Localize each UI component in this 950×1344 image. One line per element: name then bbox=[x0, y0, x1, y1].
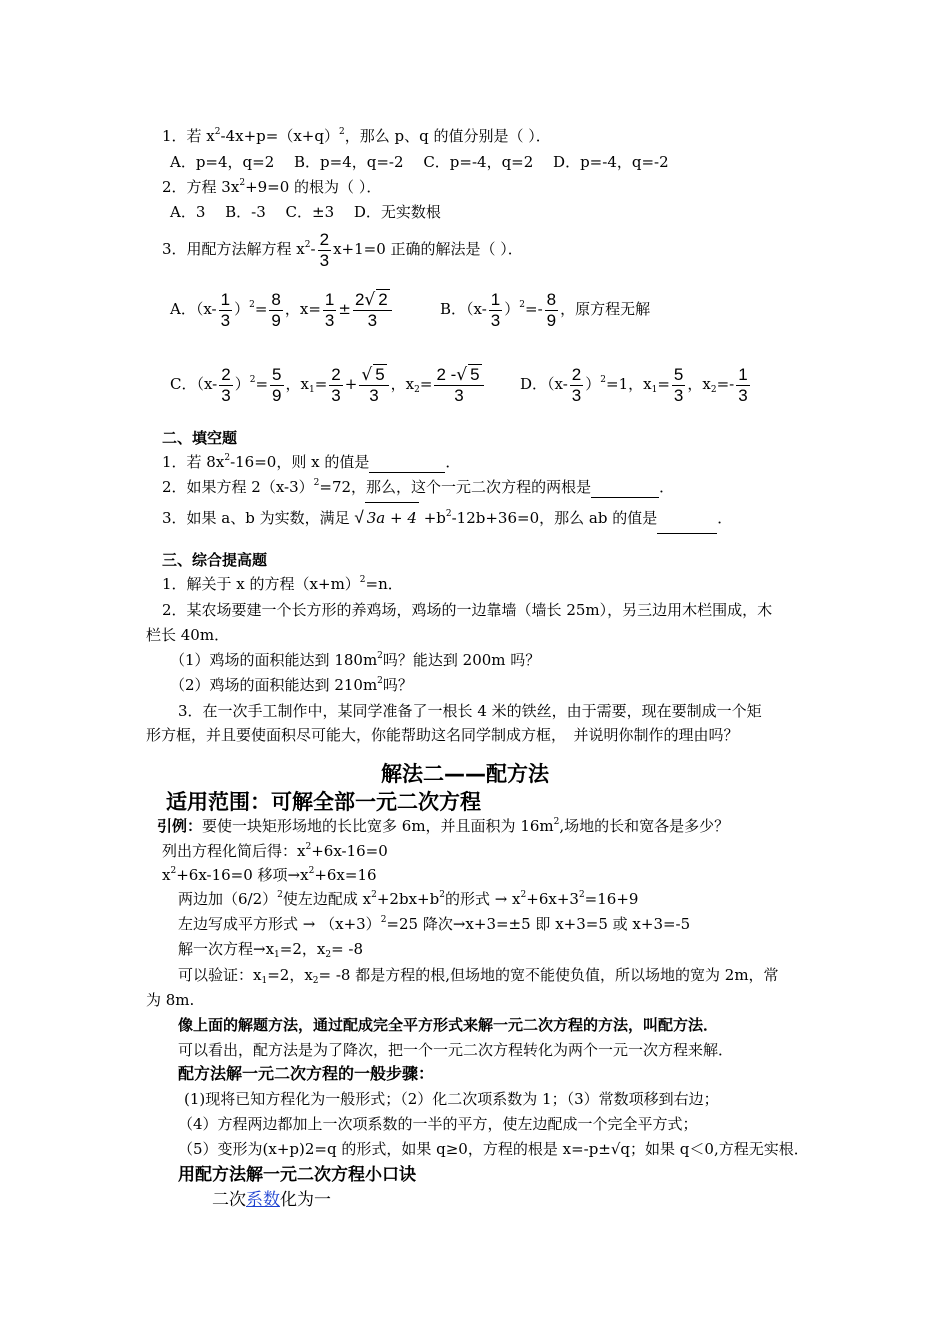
opt-a-f4-den: 3 bbox=[367, 311, 378, 330]
intro-label: 引例： bbox=[157, 817, 203, 835]
opt-d-f1-den: 3 bbox=[571, 385, 582, 405]
method-line-6 bbox=[178, 965, 779, 985]
ml3-d: 的形式 → x bbox=[444, 890, 521, 908]
opt-c-f5-radicand: 5 bbox=[470, 365, 480, 384]
opt-c-frac-3 bbox=[329, 365, 342, 406]
step-line-1: (1)现将已知方程化为一般形式；（2）化二次项系数为 1；（3）常数项移到右边； bbox=[184, 1090, 719, 1108]
opt-c-f3-num: 2 bbox=[331, 364, 341, 384]
opt-a-frac-4 bbox=[353, 289, 392, 331]
method-line-3 bbox=[178, 889, 638, 909]
cq1-a: 1．解关于 x 的方程（x+m） bbox=[162, 575, 360, 593]
opt-c-plus: + bbox=[344, 375, 358, 393]
opt-c-frac-4 bbox=[359, 364, 388, 406]
q3-fraction bbox=[318, 230, 331, 271]
fq2-a: 2．如果方程 2（x-3） bbox=[162, 478, 314, 496]
cq2s1-sup: 2 bbox=[377, 651, 383, 661]
fill-question-1 bbox=[162, 452, 460, 473]
opt-d-eq: =1，x bbox=[606, 375, 652, 393]
option-a bbox=[170, 287, 394, 331]
answer-blank[interactable] bbox=[591, 477, 659, 498]
ml2-b: +6x-16=0 移项→x bbox=[176, 866, 309, 884]
opt-c-eq2: = bbox=[314, 375, 328, 393]
opt-c-f4-radicand: 5 bbox=[375, 365, 385, 384]
opt-d-sub1: 1 bbox=[651, 385, 658, 395]
opt-c-eq3: = bbox=[419, 375, 433, 393]
opt-b-eq: =- bbox=[525, 300, 543, 318]
answer-blank[interactable] bbox=[369, 452, 445, 473]
opt-c-f2-den: 9 bbox=[272, 385, 282, 405]
fq2-b: =72，那么，这个一元二次方程的两根是 bbox=[319, 478, 592, 496]
opt-a-f1-num: 1 bbox=[220, 289, 231, 309]
opt-d-f3-den: 3 bbox=[738, 385, 748, 405]
opt-d-eq3: =- bbox=[716, 375, 735, 393]
method-scope: 适用范围：可解全部一元二次方程 bbox=[166, 790, 481, 814]
ml1-a: 列出方程化简后得：x bbox=[162, 842, 306, 860]
fq3-b: +b bbox=[423, 509, 446, 527]
opt-d-f2-den: 3 bbox=[673, 385, 684, 405]
comp-question-3-line-1: 3．在一次手工制作中，某同学准备了一根长 4 米的铁丝，由于需要，现在要制成一个矩 bbox=[178, 702, 762, 720]
opt-b-frac-1 bbox=[489, 290, 502, 331]
ml1-b: +6x-16=0 bbox=[311, 842, 388, 860]
intro-b: ,场地的长和宽各是多少？ bbox=[559, 817, 730, 835]
comp-question-2-line-2: 栏长 40m． bbox=[146, 626, 230, 644]
opt-b-suffix: ，原方程无解 bbox=[560, 300, 651, 318]
cq2s2-a: （2）鸡场的面积能达到 210m bbox=[170, 676, 378, 694]
q3-sup: 2 bbox=[304, 240, 311, 250]
method-line-4 bbox=[178, 914, 690, 934]
q2-sup: 2 bbox=[239, 178, 246, 188]
opt-a-f4-radicand: 2 bbox=[378, 290, 388, 309]
ml5-sub2: 2 bbox=[325, 950, 332, 960]
opt-a-eq: = bbox=[254, 300, 268, 318]
opt-c-sup: 2 bbox=[249, 375, 256, 385]
opt-c-f5-den: 3 bbox=[454, 386, 464, 405]
mc-question-2-options: A．3 B．-3 C．±3 D．无实数根 bbox=[170, 203, 441, 221]
q1-text-c: ，那么 p、q 的值分别是（ ）． bbox=[344, 127, 551, 145]
comp-question-1 bbox=[162, 574, 403, 594]
ml2-c: +6x=16 bbox=[314, 866, 377, 884]
rhyme-b: 化为一 bbox=[280, 1190, 331, 1210]
option-b bbox=[440, 287, 650, 331]
opt-d-sup: 2 bbox=[600, 375, 607, 385]
ml1-sup: 2 bbox=[305, 842, 312, 852]
fq3-end: ． bbox=[717, 509, 733, 527]
ml4-a: 左边写成平方形式 → （x+3） bbox=[178, 915, 381, 933]
ml3-sup5: 2 bbox=[578, 890, 585, 900]
q2-text-b: +9=0 的根为（ ）． bbox=[245, 178, 382, 196]
fq3-c: -12b+36=0，那么 ab 的值是 bbox=[451, 509, 658, 527]
q3-text-b: x+1=0 正确的解法是（ ）． bbox=[333, 240, 523, 258]
intro-sup: 2 bbox=[553, 817, 560, 827]
opt-c-frac-5 bbox=[434, 364, 483, 406]
opt-b-sup: 2 bbox=[519, 300, 526, 310]
method-line-2 bbox=[162, 865, 377, 885]
rhyme-line bbox=[212, 1188, 331, 1212]
ml3-e: +6x+3 bbox=[526, 890, 579, 908]
method-line-5 bbox=[178, 939, 363, 959]
ml4-b: =25 降次→x+3=±5 即 x+3=5 或 x+3=-5 bbox=[386, 915, 691, 933]
cq2s2-b: 吗？ bbox=[382, 676, 413, 694]
ml6-a: 可以验证：x bbox=[178, 966, 262, 984]
opt-a-f3-num: 1 bbox=[324, 289, 335, 309]
opt-c-f2-num: 5 bbox=[272, 364, 282, 384]
opt-c-f5-pre: 2 - bbox=[436, 365, 457, 384]
steps-title: 配方法解一元二次方程的一般步骤： bbox=[178, 1064, 435, 1083]
opt-c-paren: ） bbox=[234, 375, 250, 393]
fq2-sup: 2 bbox=[313, 478, 320, 488]
fq3-radicand: 3a + 4 bbox=[365, 502, 419, 533]
method-title: 解法二——配方法 bbox=[381, 762, 549, 786]
fq3-sup: 2 bbox=[445, 509, 452, 519]
opt-c-frac-1 bbox=[219, 365, 232, 406]
sqrt-icon: √ bbox=[361, 365, 373, 385]
method-line-1 bbox=[162, 841, 388, 861]
section-2-title: 二、填空题 bbox=[162, 429, 238, 447]
opt-a-f2-num: 8 bbox=[271, 289, 281, 309]
opt-c-f4-den: 3 bbox=[369, 386, 379, 405]
fq3-a: 3．如果 a、b 为实数，满足 bbox=[162, 509, 350, 527]
section-3-title: 三、综合提高题 bbox=[162, 551, 268, 569]
cq2s1-a: （1）鸡场的面积能达到 180m bbox=[170, 651, 378, 669]
option-d bbox=[520, 362, 752, 406]
ml5-sub1: 1 bbox=[274, 950, 280, 960]
rhyme-title: 用配方法解一元二次方程小口诀 bbox=[178, 1165, 416, 1185]
ml3-sup4: 2 bbox=[520, 890, 527, 900]
opt-c-f5-num bbox=[434, 364, 483, 386]
method-line-7: 为 8m. bbox=[146, 991, 195, 1009]
fill-question-3 bbox=[162, 502, 732, 534]
q1-text-b: -4x+p=（x+q） bbox=[220, 127, 339, 145]
mc-question-3 bbox=[162, 226, 523, 272]
step-line-3: （5）变形为(x+p)2=q 的形式，如果 q≥0，方程的根是 x=-p±√q；如果 q＜0,方程无实根． bbox=[178, 1140, 809, 1158]
opt-d-paren: ） bbox=[585, 375, 601, 393]
q2-text-a: 2．方程 3x bbox=[162, 178, 240, 196]
opt-a-frac-3 bbox=[323, 290, 336, 331]
ml6-b: =2，x bbox=[267, 966, 313, 984]
q1-sup-2: 2 bbox=[338, 127, 345, 137]
opt-b-f1-den: 3 bbox=[490, 310, 501, 330]
opt-d-frac-2 bbox=[672, 365, 685, 406]
opt-c-f1-num: 2 bbox=[221, 364, 231, 384]
ml3-a: 两边加（6/2） bbox=[178, 890, 278, 908]
opt-c-eq: = bbox=[255, 375, 269, 393]
opt-d-frac-3 bbox=[736, 365, 749, 406]
step-line-2: （4）方程两边都加上一次项系数的一半的平方，使左边配成一个完全平方式； bbox=[178, 1115, 698, 1133]
mc-question-2 bbox=[162, 177, 381, 197]
comp-question-2-sub-2 bbox=[170, 675, 413, 695]
opt-a-frac-1 bbox=[219, 290, 232, 331]
rhyme-a: 二次 bbox=[212, 1190, 246, 1210]
q1-sup: 2 bbox=[214, 127, 221, 137]
opt-a-f3-den: 3 bbox=[324, 310, 335, 330]
q3-frac-den: 3 bbox=[319, 250, 330, 270]
opt-d-eq2: = bbox=[657, 375, 670, 393]
opt-a-f4-num bbox=[353, 289, 392, 311]
intro-a: 要使一块矩形场地的长比宽多 6m，并且面积为 16m bbox=[202, 817, 554, 835]
opt-a-x-eq: ，x= bbox=[284, 300, 321, 318]
sqrt-icon: √ bbox=[364, 290, 376, 310]
cq1-b: =n． bbox=[365, 575, 403, 593]
ml3-sup3: 2 bbox=[439, 890, 445, 900]
comp-question-3-line-2: 形方框，并且要使面积尽可能大，你能帮助这名同学制成方框， 并说明你制作的理由吗？ bbox=[146, 726, 739, 744]
ml5-b: =2，x bbox=[279, 940, 326, 958]
opt-a-f4-coef: 2 bbox=[354, 290, 365, 309]
fill-question-2 bbox=[162, 477, 674, 498]
ml3-sup2: 2 bbox=[371, 890, 377, 900]
q1-text-a: 1．若 x bbox=[162, 127, 215, 145]
opt-c-label: C．（x- bbox=[170, 375, 218, 393]
ml3-sup1: 2 bbox=[277, 890, 283, 900]
ml2-sup1: 2 bbox=[170, 866, 177, 876]
ml3-b: 使左边配成 x bbox=[282, 890, 372, 908]
cq1-sup: 2 bbox=[359, 575, 366, 585]
opt-c-f3-den: 3 bbox=[331, 385, 341, 405]
intro-example bbox=[157, 816, 729, 836]
coefficient-link[interactable]: 系数 bbox=[246, 1190, 280, 1210]
opt-d-f1-num: 2 bbox=[571, 364, 582, 384]
mc-question-1-options: A．p=4，q=2 B．p=4，q=-2 C．p=-4，q=2 D．p=-4，q=-2 bbox=[170, 153, 669, 171]
answer-blank[interactable] bbox=[657, 503, 717, 534]
q3-frac-num: 2 bbox=[319, 229, 330, 249]
opt-a-paren: ） bbox=[234, 300, 250, 318]
fq2-end: ． bbox=[659, 478, 675, 496]
opt-d-f3-num: 1 bbox=[738, 364, 748, 384]
opt-a-f1-den: 3 bbox=[220, 310, 231, 330]
ml2-sup2: 2 bbox=[308, 866, 315, 876]
opt-b-f2-den: 9 bbox=[546, 310, 557, 330]
comp-question-2-line-1: 2．某农场要建一个长方形的养鸡场，鸡场的一边靠墙（墙长 25m），另三边用木栏围成，木 bbox=[162, 601, 773, 619]
sqrt-icon: √ bbox=[354, 508, 364, 527]
opt-a-f2-den: 9 bbox=[271, 310, 281, 330]
opt-d-frac-1 bbox=[570, 365, 583, 406]
ml3-c: +2bx+b bbox=[376, 890, 440, 908]
fq1-a: 1．若 8x bbox=[162, 453, 225, 471]
opt-a-label: A．（x- bbox=[170, 300, 217, 318]
ml4-sup: 2 bbox=[380, 915, 387, 925]
opt-a-frac-2 bbox=[269, 290, 282, 331]
opt-c-f4-num bbox=[359, 364, 388, 386]
mc-question-1 bbox=[162, 126, 551, 146]
opt-c-x1: ，x bbox=[285, 375, 309, 393]
method-definition: 像上面的解题方法，通过配成完全平方形式来解一元二次方程的方法，叫配方法． bbox=[178, 1016, 719, 1034]
opt-a-sup: 2 bbox=[249, 300, 255, 310]
ml6-sub2: 2 bbox=[312, 976, 319, 986]
opt-b-f2-num: 8 bbox=[546, 289, 557, 309]
ml5-a: 解一次方程→x bbox=[178, 940, 275, 958]
opt-b-label: B．（x- bbox=[440, 300, 487, 318]
opt-c-sub2: 2 bbox=[414, 385, 420, 395]
opt-b-paren: ） bbox=[504, 300, 520, 318]
opt-c-f1-den: 3 bbox=[221, 385, 231, 405]
opt-d-f2-num: 5 bbox=[673, 364, 684, 384]
opt-d-label: D．（x- bbox=[520, 375, 568, 393]
option-c bbox=[170, 362, 486, 406]
sqrt-icon: √ bbox=[456, 365, 468, 385]
cq2s2-sup: 2 bbox=[377, 676, 383, 686]
ml6-sub1: 1 bbox=[261, 976, 268, 986]
opt-d-sub2: 2 bbox=[710, 385, 717, 395]
opt-b-frac-2 bbox=[545, 290, 558, 331]
fq1-sup: 2 bbox=[224, 453, 231, 463]
ml5-c: = -8 bbox=[331, 940, 364, 958]
ml3-f: =16+9 bbox=[584, 890, 639, 908]
comp-question-2-sub-1 bbox=[170, 650, 540, 670]
opt-c-sub1: 1 bbox=[308, 385, 315, 395]
fq1-b: -16=0，则 x 的值是 bbox=[230, 453, 370, 471]
opt-d-x2: ，x bbox=[687, 375, 711, 393]
ml6-c: = -8 都是方程的根,但场地的宽不能使负值，所以场地的宽为 2m，常 bbox=[318, 966, 779, 984]
opt-b-f1-num: 1 bbox=[490, 289, 501, 309]
q3-minus: - bbox=[310, 240, 316, 258]
method-note: 可以看出，配方法是为了降次，把一个一元二次方程转化为两个一元一次方程来解． bbox=[178, 1041, 734, 1059]
cq2s1-b: 吗？能达到 200m 吗？ bbox=[382, 651, 541, 669]
opt-a-pm: ± bbox=[338, 300, 351, 318]
q3-text-a: 3．用配方法解方程 x bbox=[162, 240, 305, 258]
ml2-a: x bbox=[162, 866, 171, 884]
fq1-end: ． bbox=[445, 453, 461, 471]
opt-c-frac-2 bbox=[270, 365, 283, 406]
opt-c-x2: ，x bbox=[390, 375, 415, 393]
